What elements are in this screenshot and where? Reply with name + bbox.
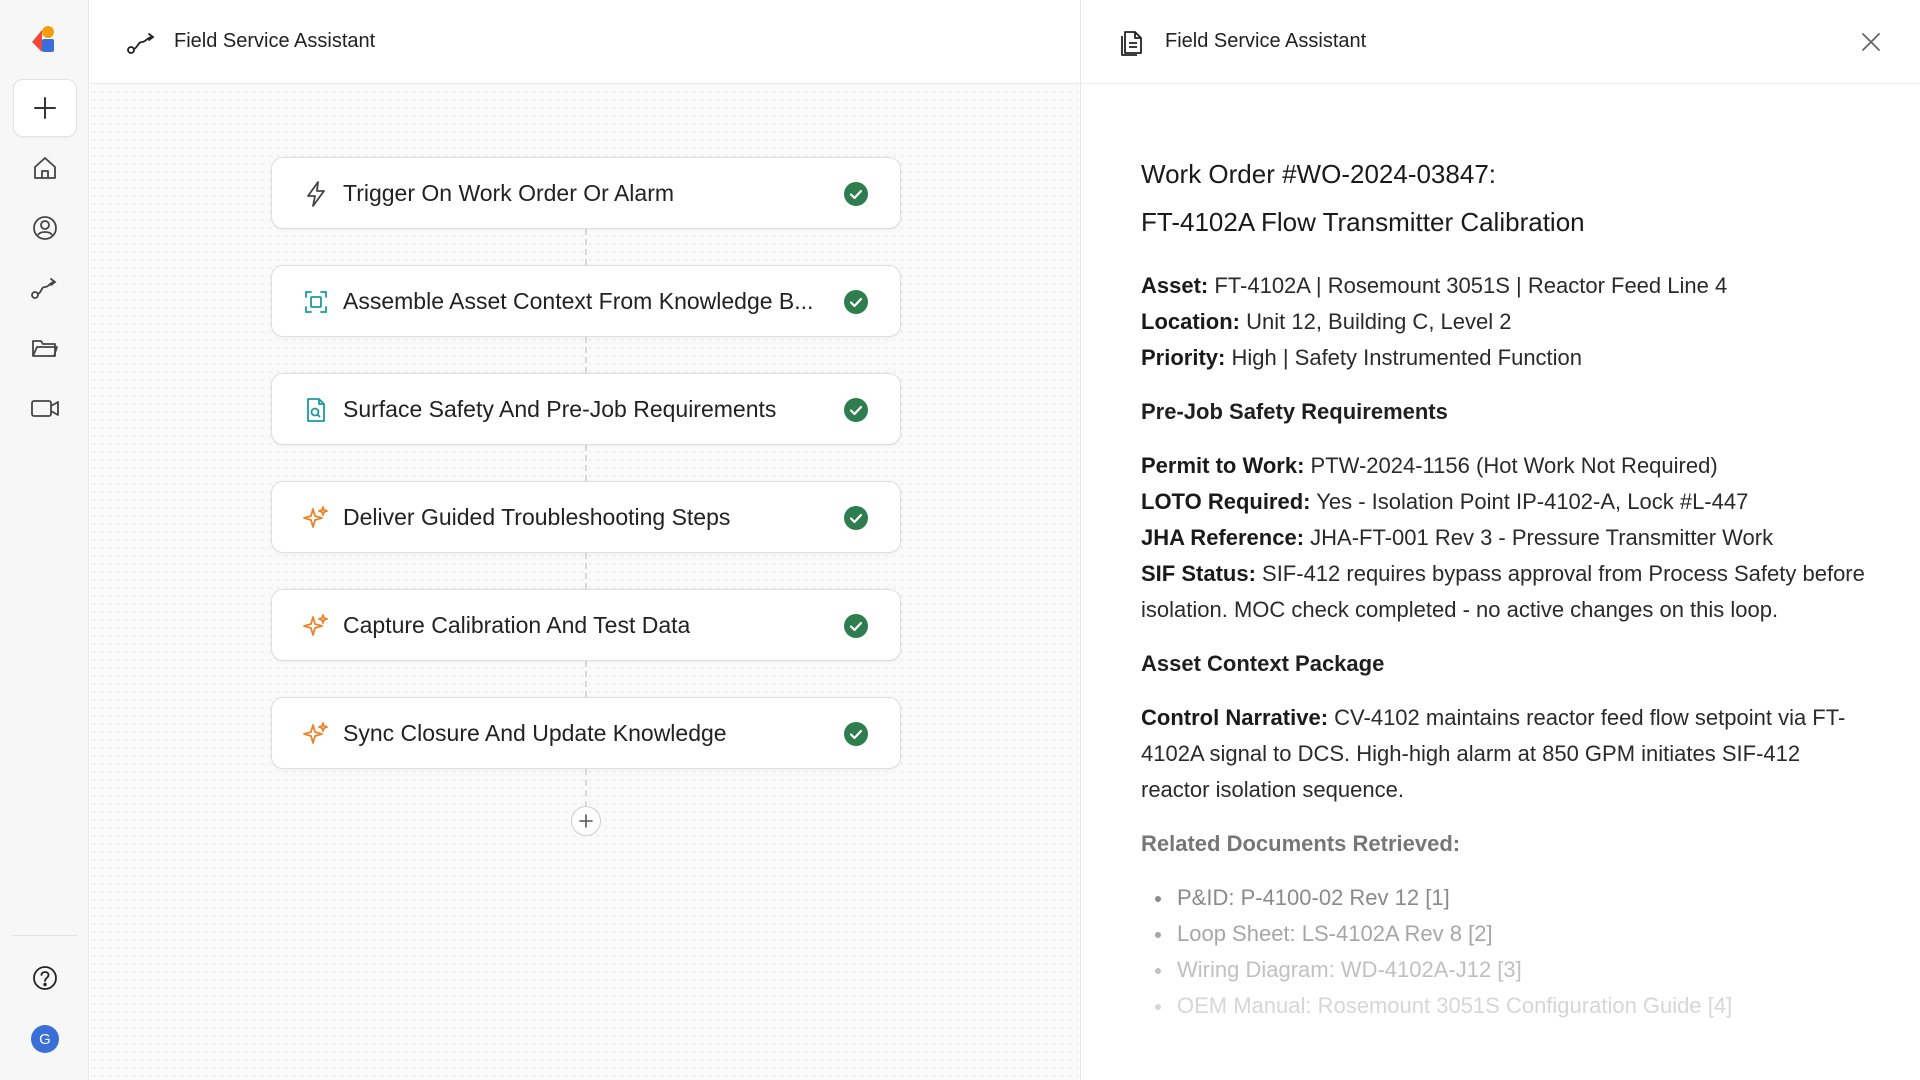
related-documents-list — [1141, 880, 1871, 1024]
check-circle-icon — [844, 290, 868, 314]
step-label: Assemble Asset Context From Knowledge B... — [343, 288, 814, 314]
canvas-header — [90, 0, 1079, 84]
workflow-step-calibration[interactable] — [271, 589, 901, 661]
jha-value: JHA-FT-001 Rev 3 - Pressure Transmitter Work — [1304, 525, 1774, 550]
narrative-label: Control Narrative: — [1141, 705, 1329, 730]
jha-label: JHA Reference: — [1141, 525, 1305, 550]
close-icon[interactable] — [1859, 30, 1883, 54]
video-icon[interactable] — [28, 391, 62, 425]
document-icon — [1119, 28, 1145, 61]
narrative-line — [1141, 700, 1871, 808]
asset-label: Asset: — [1141, 273, 1209, 298]
step-label: Deliver Guided Troubleshooting Steps — [343, 504, 731, 530]
sparkle-icon — [302, 612, 330, 640]
workflow-step-safety[interactable] — [271, 373, 901, 445]
workflow-step-trigger[interactable] — [271, 157, 901, 229]
workflow-title: Field Service Assistant — [174, 30, 376, 52]
step-connector — [585, 553, 587, 589]
new-button[interactable] — [13, 79, 77, 137]
check-circle-icon — [844, 506, 868, 530]
app-logo-icon[interactable] — [28, 24, 60, 56]
workflow-canvas — [90, 0, 1079, 1080]
work-order-content — [1141, 150, 1871, 1024]
panel-title: Field Service Assistant — [1165, 30, 1367, 52]
context-heading: Asset Context Package — [1141, 651, 1385, 676]
location-value: Unit 12, Building C, Level 2 — [1240, 309, 1512, 334]
sparkle-icon — [302, 720, 330, 748]
permit-value: PTW-2024-1156 (Hot Work Not Required) — [1304, 453, 1718, 478]
panel-header — [1081, 0, 1920, 84]
details-panel — [1080, 0, 1920, 1080]
sif-value: SIF-412 requires bypass approval from Process Safety before isolation. MOC check completed - no active changes on this loop. — [1141, 561, 1865, 622]
avatar[interactable]: G — [31, 1025, 59, 1053]
add-step-button[interactable] — [571, 806, 601, 836]
permit-label: Permit to Work: — [1141, 453, 1305, 478]
folder-icon[interactable] — [28, 331, 62, 365]
check-circle-icon — [844, 722, 868, 746]
sparkle-icon — [302, 504, 330, 532]
sif-line — [1141, 556, 1871, 628]
location-label: Location: — [1141, 309, 1240, 334]
narrative-value: CV-4102 maintains reactor feed flow setpoint via FT-4102A signal to DCS. High-high alarm at 850 GPM initiates SIF-412 reactor isolation sequence. — [1141, 705, 1846, 802]
step-label: Capture Calibration And Test Data — [343, 612, 691, 638]
asset-line — [1141, 268, 1871, 304]
list-item[interactable]: OEM Manual: Rosemount 3051S Configuration Guide [4] — [1155, 988, 1871, 1024]
step-connector — [585, 661, 587, 697]
left-rail — [0, 0, 89, 1080]
priority-value: High | Safety Instrumented Function — [1225, 345, 1583, 370]
check-circle-icon — [844, 182, 868, 206]
step-connector — [585, 337, 587, 373]
help-icon[interactable] — [28, 961, 62, 995]
step-connector — [585, 769, 587, 807]
asset-value: FT-4102A | Rosemount 3051S | Reactor Feed Line 4 — [1208, 273, 1728, 298]
safety-heading: Pre-Job Safety Requirements — [1141, 399, 1448, 424]
workflow-step-assemble-context[interactable] — [271, 265, 901, 337]
lightning-icon — [302, 180, 330, 208]
priority-label: Priority: — [1141, 345, 1226, 370]
list-item[interactable]: Wiring Diagram: WD-4102A-J12 [3] — [1155, 952, 1871, 988]
step-connector — [585, 445, 587, 481]
workflow-icon — [126, 30, 158, 61]
step-label: Sync Closure And Update Knowledge — [343, 720, 727, 746]
loto-line — [1141, 484, 1871, 520]
rail-divider — [12, 935, 78, 936]
plus-icon — [32, 95, 58, 121]
jha-line — [1141, 520, 1871, 556]
document-search-icon — [302, 396, 330, 424]
workflow-step-troubleshooting[interactable] — [271, 481, 901, 553]
related-documents-heading: Related Documents Retrieved: — [1141, 831, 1461, 856]
loto-label: LOTO Required: — [1141, 489, 1311, 514]
step-connector — [585, 229, 587, 265]
list-item[interactable]: Loop Sheet: LS-4102A Rev 8 [2] — [1155, 916, 1871, 952]
priority-line — [1141, 340, 1871, 376]
permit-line — [1141, 448, 1871, 484]
step-label: Trigger On Work Order Or Alarm — [343, 180, 675, 206]
plus-icon — [578, 813, 594, 829]
home-icon[interactable] — [28, 151, 62, 185]
loto-value: Yes - Isolation Point IP-4102-A, Lock #L-447 — [1310, 489, 1749, 514]
location-line — [1141, 304, 1871, 340]
check-circle-icon — [844, 398, 868, 422]
sif-label: SIF Status: — [1141, 561, 1256, 586]
user-circle-icon[interactable] — [28, 211, 62, 245]
scan-icon — [302, 288, 330, 316]
workflow-icon[interactable] — [28, 271, 62, 305]
work-order-number: Work Order #WO-2024-03847: — [1141, 159, 1496, 189]
check-circle-icon — [844, 614, 868, 638]
step-label: Surface Safety And Pre-Job Requirements — [343, 396, 777, 422]
work-order-heading — [1141, 150, 1871, 246]
list-item[interactable]: P&ID: P-4100-02 Rev 12 [1] — [1155, 880, 1871, 916]
work-order-title: FT-4102A Flow Transmitter Calibration — [1141, 207, 1585, 237]
workflow-step-sync-closure[interactable] — [271, 697, 901, 769]
